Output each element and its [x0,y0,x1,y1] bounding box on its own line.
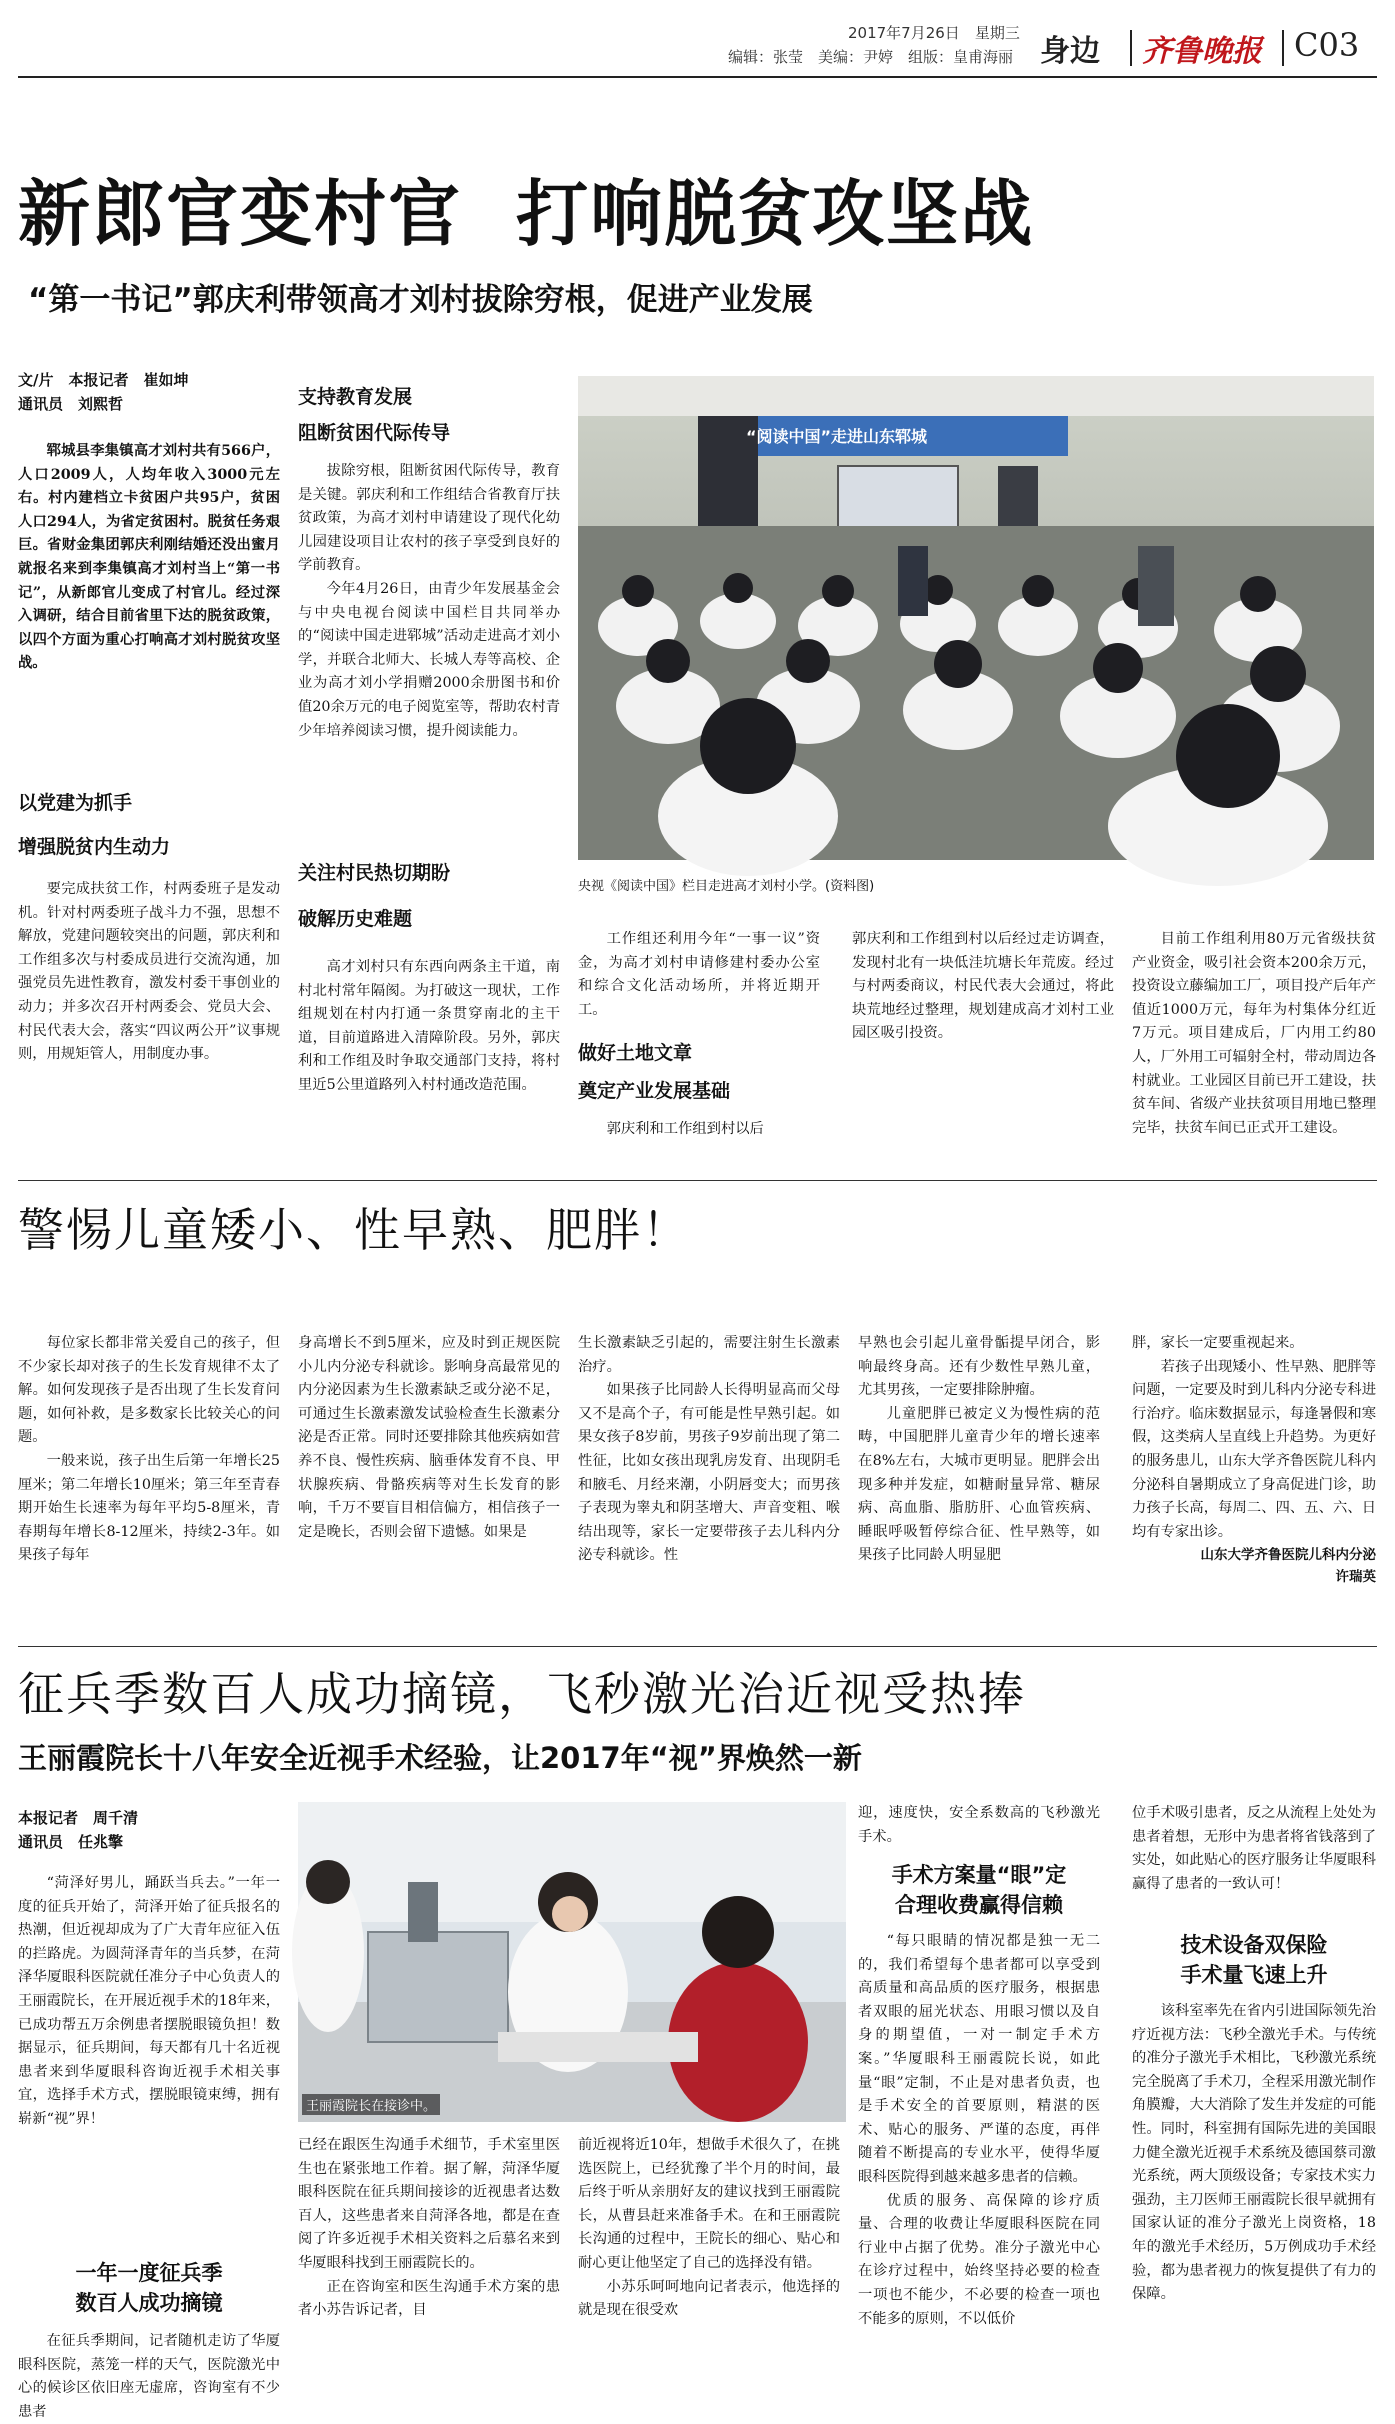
article3-subhead: 王丽霞院长十八年安全近视手术经验，让2017年“视”界焕然一新 [18,1741,862,1775]
article3-col5-top: 位手术吸引患者，反之从流程上处处为患者着想，无形中为患者将省钱落到了实处，如此贴心的医疗服务让华厦眼科赢得了患者的一致认可！ [1132,1805,1376,1892]
article1-bottom-rule [18,1180,1377,1181]
article1-photo [578,376,1374,860]
article1-sec3-sub: 破解历史难题 [298,908,413,930]
article2-bottom-rule [18,1646,1377,1647]
article1-sec3-body: 高才刘村只有东西向两条主干道，南村北村常年隔阂。为打破这一现状，工作组规划在村内打通一条贯穿南北的主干道，目前道路进入清障阶段。另外，郭庆利和工作组及时争取交通部门支持，将村里近5公里道路列入村村通改造范围。 [298,959,560,1093]
article1-col3-bottom: 郭庆利和工作组到村以后 [606,1121,764,1137]
article3-col3: 前近视将近10年，想做手术很久了，在挑选医院上，已经犹豫了半个月的时间，最后终于听从亲朋好友的建议找到王丽霞院长，从曹县赶来准备手术。在和王丽霞院长沟通的过程中，王院长的细心、贴心和耐心更让他坚定了自己的选择没有错。 小苏乐呵呵地向记者表示，他选择的就是现在很受欢 [578,2137,840,2319]
article1-sec1-title: 以党建为抓手 [18,792,133,814]
article1-col4: 郭庆利和工作组到村以后经过走访调查，发现村北有一块低洼坑塘长年荒废。经过与村两委商议，村民代表大会通过，将此块荒地经过整理，规划建成高才刘村工业园区吸引投资。 [852,931,1114,1042]
issue-date: 2017年7月26日 星期三 [848,24,1020,42]
article3-photo [298,1802,846,2122]
editor-credits: 编辑：张莹 美编：尹婷 组版：皇甫海丽 [728,48,1014,66]
article1-sec1-sub: 增强脱贫内生动力 [18,836,171,858]
article3-col4: “每只眼睛的情况都是独一无二的，我们希望每个患者都可以享受到高质量和高品质的医疗服务，根据患者双眼的屈光状态、用眼习惯以及自身的期望值，一对一制定手术方案。”华厦眼科王丽霞院长说，如此量“眼”定制，不止是对患者负责，也是手术安全的首要原则，精湛的医术、贴心的服务、严谨的态度，再伴随着不断提高的专业水平，使得华厦眼科医院得到越来越多患者的信赖。 优质的服务、高保障的诊疗质量、合理的收费让华厦眼科医院在同行业中占据了优势。准分子激光中心在诊疗过程中，始终坚持必要的检查一项也不能少，不必要的检查一项也不能多的原则，不以低价 [858,1933,1100,2327]
article2-col1: 每位家长都非常关爱自己的孩子，但不少家长却对孩子的生长发育规律不太了解。如何发现孩子是否出现了生长发育问题，如何补救，是多数家长比较关心的问题。 一般来说，孩子出生后第一年增长25厘米；第二年增长10厘米；第三年至青春期开始生长速率为每年平均5-8厘米，青春期每年增长8-12厘米，持续2-3年。如果孩子每年 [18,1335,280,1564]
article3-box3: 技术设备双保险 手术量飞速上升 [1180,1933,1328,1987]
article1-lead: 郓城县李集镇高才刘村共有566户，人口2009人，人均年收入3000元左右。村内建档立卡贫困户共95户，贫困人口294人，为省定贫困村。脱贫任务艰巨。省财金集团郭庆利刚结婚还没出蜜月就报名来到李集镇高才刘村当上“第一书记”，从新郎官儿变成了村官儿。经过深入调研，结合目前省里下达的脱贫政策，以四个方面为重心打响高才刘村脱贫攻坚战。 [18,443,280,672]
article1-sec4-sub: 奠定产业发展基础 [578,1080,731,1102]
article2-col3: 生长激素缺乏引起的，需要注射生长激素治疗。 如果孩子比同龄人长得明显高而父母又不是高个子，有可能是性早熟引起。如果女孩子8岁前，男孩子9岁前出现了第二性征，比如女孩出现乳房发育、出现阴毛和腋毛、月经来潮，小阴唇变大；而男孩子表现为睾丸和阴茎增大、声音变粗、喉结出现等，家长一定要带孩子去儿科内分泌专科就诊。性 [578,1335,840,1564]
article3-headline: 征兵季数百人成功摘镜，飞秒激光治近视受热捧 [18,1667,1026,1721]
article1-sec4-title: 做好土地文章 [578,1042,693,1064]
article1-byline: 文/片 本报记者 崔如坤 通讯员 刘熙哲 [18,371,189,413]
article1-sec2-title: 支持教育发展 [298,386,413,408]
article3-col1-bottom: 在征兵季期间，记者随机走访了华厦眼科医院，蒸笼一样的天气，医院激光中心的候诊区依旧座无虚席，咨询室有不少患者 [18,2333,280,2420]
page-number: C03 [1294,26,1360,64]
section-name: 身边 [1040,34,1100,69]
article1-sec3-title: 关注村民热切期盼 [298,862,451,884]
article1-photo-caption: 央视《阅读中国》栏目走进高才刘村小学。(资料图) [578,879,875,894]
article1-col5: 目前工作组利用80万元省级扶贫产业资金，吸引社会资本200余万元，投资设立藤编加工厂，项目投产后年产值近1000万元，每年为村集体分红近7万元。项目建成后，厂内用工约80人，厂外用工可辐射全村，带动周边各村就业。工业园区目前已开工建设，扶贫车间、省级产业扶贫项目用地已整理完毕，扶贫车间已正式开工建设。 [1132,931,1376,1136]
clinic-photo-graphic [298,1802,846,2122]
header-rule [18,76,1377,78]
article3-byline: 本报记者 周千清 通讯员 任兆擎 [18,1809,139,1851]
article2-headline: 警惕儿童矮小、性早熟、肥胖！ [18,1203,690,1257]
photo-banner-text: “阅读中国”走进山东郓城 [746,427,928,446]
article1-col3-top: 工作组还利用今年“一事一议”资金，为高才刘村申请修建村委办公室和综合文化活动场所，并将近期开工。 [578,931,820,1018]
classroom-photo-graphic [578,376,1374,860]
article1-sec1-body: 要完成扶贫工作，村两委班子是发动机。针对村两委班子战斗力不强，思想不解放，党建问题较突出的问题，郭庆利和工作组多次与村委成员进行交流沟通，加强党员先进性教育，激发村委干事创业的动力；并多次召开村两委会、党员大会、村民代表大会，落实“四议两公开”议事规则，用规矩管人，用制度办事。 [18,881,280,1063]
article3-col2: 已经在跟医生沟通手术细节，手术室里医生也在紧张地工作着。据了解，菏泽华厦眼科医院在征兵期间接诊的近视患者达数百人，这些患者来自菏泽各地，都是在查阅了许多近视手术相关资料之后慕名来到华厦眼科找到王丽霞院长的。 正在咨询室和医生沟通手术方案的患者小苏告诉记者，目 [298,2137,560,2319]
article3-col1: “菏泽好男儿，踊跃当兵去。”一年一度的征兵开始了，菏泽开始了征兵报名的热潮，但近视却成为了广大青年应征入伍的拦路虎。为圆菏泽青年的当兵梦，在菏泽华厦眼科医院就任准分子中心负责人的王丽霞院长，在开展近视手术的18年来，已成功帮五万余例患者摆脱眼镜负担！数据显示，征兵期间，每天都有几十名近视患者来到华厦眼科咨询近视手术相关事宜，选择手术方式，摆脱眼镜束缚，拥有崭新“视”界！ [18,1875,280,2127]
article2-col4: 早熟也会引起儿童骨骺提早闭合，影响最终身高。还有少数性早熟儿童，尤其男孩，一定要排除肿瘤。 儿童肥胖已被定义为慢性病的范畴，中国肥胖儿童青少年的增长速率在8%左右，大城市更明显。肥胖会出现多种并发症，如糖耐量异常、糖尿病、高血脂、脂肪肝、心血管疾病、睡眠呼吸暂停综合征、性早熟等，如果孩子比同龄人明显肥 [858,1335,1100,1564]
article3-col5: 该科室率先在省内引进国际领先治疗近视方法：飞秒全激光手术。与传统的准分子激光手术相比，飞秒激光系统完全脱离了手术刀，全程采用激光制作角膜瓣，大大消除了发生并发症的可能性。同时，科室拥有国际先进的美国眼力健全激光近视手术系统及德国蔡司激光系统，两大顶级设备；专家技术实力强劲，主刀医师王丽霞院长很早就拥有国家认证的准分子激光上岗资格，18年的激光手术经历，5万例成功手术经验，都为患者视力的恢复提供了有力的保障。 [1132,2003,1376,2303]
article3-box1: 一年一度征兵季 数百人成功摘镜 [75,2261,223,2315]
header-divider-bar-2 [1282,30,1284,66]
article2-signature: 山东大学齐鲁医院儿科内分泌 许瑞英 [1200,1547,1376,1586]
article3-col4-top: 迎，速度快，安全系数高的飞秒激光手术。 [858,1805,1100,1845]
header-divider-bar [1130,30,1132,66]
article1-headline: 新郎官变村官 打响脱贫攻坚战 [18,172,1035,256]
newspaper-logo: 齐鲁晚报 [1142,34,1262,69]
article2-col5: 胖，家长一定要重视起来。 若孩子出现矮小、性早熟、肥胖等问题，一定要及时到儿科内分泌专科进行治疗。临床数据显示，每逢暑假和寒假，这类病人呈直线上升趋势。为更好的服务患儿，山东大学齐鲁医院儿科内分泌科自暑期成立了身高促进门诊，助力孩子长高，每周二、四、五、六、日均有专家出诊。 山东大学齐鲁医院儿科内分泌 许瑞英 [1132,1332,1376,1588]
article3-photo-caption: 王丽霞院长在接诊中。 [302,2094,440,2115]
article1-sec2-body: 拔除穷根，阻断贫困代际传导，教育是关键。郭庆利和工作组结合省教育厅扶贫政策，为高才刘村申请建设了现代化幼儿园建设项目让农村的孩子享受到良好的学前教育。 今年4月26日，由青少年发展基金会与中央电视台阅读中国栏目共同举办的“阅读中国走进郓城”活动走进高才刘小学，并联合北师大、长城人寿等高校、企业为高才刘小学捐赠2000余册图书和价值20余万元的电子阅览室等，帮助农村青少年培养阅读习惯，提升阅读能力。 [298,463,560,739]
article2-col2: 身高增长不到5厘米，应及时到正规医院小儿内分泌专科就诊。影响身高最常见的内分泌因素为生长激素缺乏或分泌不足，可通过生长激素激发试验检查生长激素分泌是否正常。同时还要排除其他疾病如营养不良、慢性疾病、脑垂体发育不良、甲状腺疾病、骨骼疾病等对生长发育的影响，千万不要盲目相信偏方，相信孩子一定是晚长，否则会留下遗憾。如果是 [298,1335,560,1540]
article1-sec2-sub: 阻断贫困代际传导 [298,422,451,444]
article3-box2: 手术方案量“眼”定 合理收费赢得信赖 [891,1863,1067,1917]
article1-subhead: “第一书记”郭庆利带领高才刘村拔除穷根，促进产业发展 [28,282,813,318]
